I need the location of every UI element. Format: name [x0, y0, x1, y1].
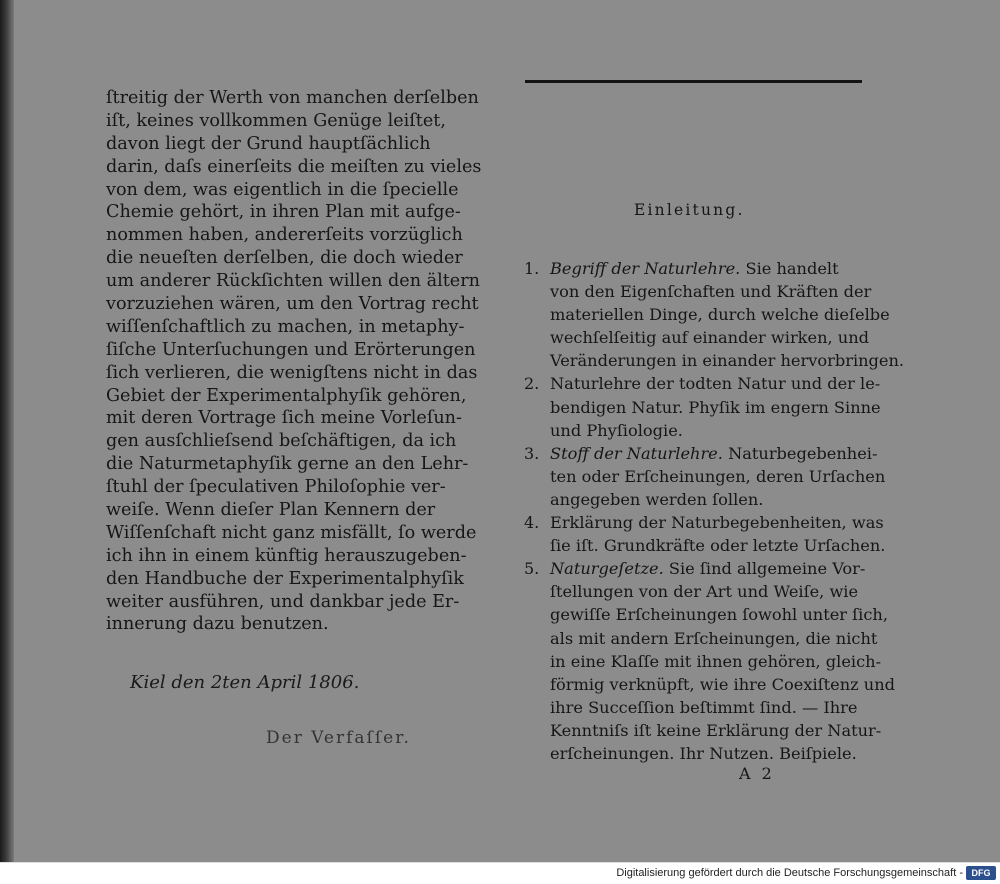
text-line: den Handbuche der Experimentalphyſik [106, 568, 464, 589]
paragraph-title: Naturgeſetze. [550, 559, 664, 579]
text-line: gewiſſe Erſcheinungen ſowohl unter ſich, [550, 605, 888, 625]
text-line: förmig verknüpft, wie ihre Coexiſtenz und [550, 674, 896, 694]
text-fragment: Sie ſind allgemeine Vor- [663, 559, 866, 579]
text-line: ſiſche Unterſuchungen und Erörterungen [106, 339, 476, 360]
printer-signature-mark: A 2 [739, 764, 775, 783]
text-line: ſie iſt. Grundkräfte oder letzte Urſachen. [550, 536, 886, 556]
text-line: materiellen Dinge, durch welche dieſelbe [550, 305, 890, 325]
text-line: ich ihn in einem künftig herauszugeben- [106, 545, 467, 566]
numbered-paragraph [524, 374, 880, 443]
text-line: wiſſenſchaftlich zu machen, in metaphy- [106, 316, 465, 337]
paragraph-title: Begriff der Naturlehre. [550, 259, 741, 278]
text-line: weiter ausführen, und dankbar jede Er- [106, 591, 460, 612]
section-heading: Einleitung. [634, 201, 745, 219]
text-line [550, 259, 880, 282]
text-line: nommen haben, andererſeits vorzüglich [106, 225, 463, 246]
text-line: die neueſten derſelben, die doch wieder [106, 248, 463, 269]
text-line: und Phyſiologie. [550, 420, 683, 440]
text-line [550, 559, 880, 582]
text-fragment: Naturbegebenhei- [722, 443, 878, 463]
text-line: ſtellungen von der Art und Weiſe, wie [550, 582, 859, 602]
paragraph-number: 2. [524, 374, 540, 394]
paragraph-number: 1. [524, 259, 540, 278]
text-line: von dem, was eigentlich in die ſpecielle [106, 179, 459, 200]
text-line: ſtreitig der Werth von manchen derſelben [106, 88, 479, 108]
text-line: Chemie gehört, in ihren Plan mit aufge- [106, 202, 461, 223]
text-line: bendigen Natur. Phyſik im engern Sinne [550, 397, 881, 417]
author-line: Der Verfaſſer. [266, 728, 411, 748]
paragraph-title: Stoff der Naturlehre. [550, 443, 723, 463]
paragraph-number: 5. [524, 559, 540, 579]
place-date-line: Kiel den 2ten April 1806. [130, 672, 360, 693]
text-line [550, 444, 880, 467]
footer-bar [0, 862, 1000, 884]
text-line: mit deren Vortrage ſich meine Vorleſun- [106, 408, 462, 429]
numbered-paragraph [524, 443, 886, 513]
funding-notice: Digitalisierung gefördert durch die Deutsche Forschungsgemeinschaft - [616, 867, 963, 879]
left-page-text [106, 88, 482, 637]
text-line: erſcheinungen. Ihr Nutzen. Beiſpiele. [550, 743, 857, 763]
numbered-paragraph [524, 559, 896, 767]
text-line: Naturlehre der todten Natur und der le- [550, 374, 881, 394]
text-line: Erklärung der Naturbegebenheiten, was [550, 513, 884, 533]
text-line: um anderer Rückſichten willen den ältern [106, 271, 480, 292]
text-line: ten oder Erſcheinungen, deren Urſachen [550, 466, 886, 486]
text-line: weiſe. Wenn dieſer Plan Kennern der [106, 500, 436, 521]
text-line: gen ausſchlieſsend beſchäftigen, da ich [106, 431, 457, 452]
text-line: in eine Klaſſe mit ihnen gehören, gleich- [550, 651, 882, 671]
text-fragment: Sie handelt [740, 259, 839, 278]
text-line: iſt, keines vollkommen Genüge leiſtet, [106, 110, 446, 131]
text-line: Gebiet der Experimentalphyſik gehören, [106, 385, 467, 406]
text-line: Veränderungen in einander hervorbringen. [550, 351, 905, 371]
text-line: innerung dazu benutzen. [106, 614, 329, 635]
text-line: darin, daſs einerſeits die meiſten zu vieles [106, 156, 482, 177]
numbered-paragraph [524, 513, 886, 559]
paragraph-number: 3. [524, 443, 540, 463]
text-line: ſich verlieren, die wenigſtens nicht in das [106, 362, 478, 383]
text-line: ſtuhl der ſpeculativen Philoſophie ver- [106, 477, 446, 498]
text-line: vorzuziehen wären, um den Vortrag recht [106, 294, 479, 315]
text-line: wechſelſeitig auf einander wirken, und [550, 328, 869, 348]
paragraph-number: 4. [524, 513, 540, 533]
text-line: Kenntniſs iſt keine Erklärung der Natur- [550, 720, 882, 740]
numbered-paragraph [524, 259, 905, 374]
text-line: angegeben werden ſollen. [550, 489, 764, 509]
text-line: die Naturmetaphyſik gerne an den Lehr- [106, 454, 469, 475]
text-line: ihre Succeſſion beſtimmt ſind. — Ihre [550, 697, 858, 717]
header-rule [525, 80, 862, 83]
text-line: als mit andern Erſcheinungen, die nicht [550, 628, 878, 648]
text-line: von den Eigenſchaften und Kräften der [550, 282, 872, 302]
dfg-logo: DFG [966, 866, 996, 880]
text-line: davon liegt der Grund hauptſächlich [106, 133, 431, 154]
text-line: Wiſſenſchaft nicht ganz misfällt, ſo werde [106, 522, 477, 543]
right-page-text [524, 259, 905, 767]
book-edge-shadow [0, 0, 14, 862]
